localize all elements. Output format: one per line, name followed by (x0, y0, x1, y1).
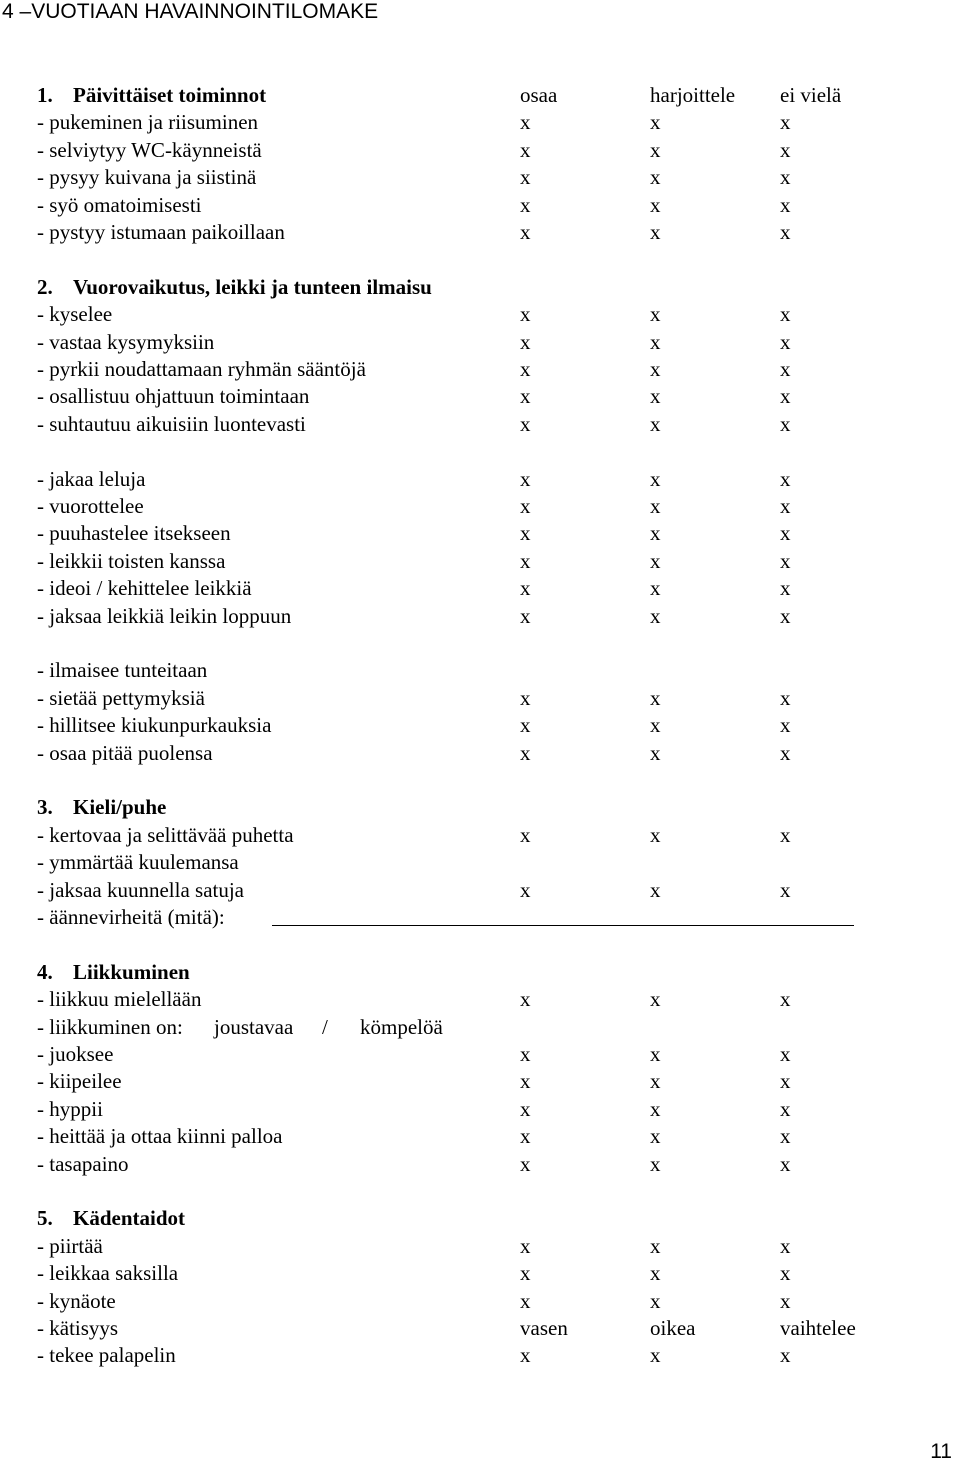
rating-mark: x (780, 110, 791, 134)
form-row (0, 137, 960, 165)
rating-mark: x (650, 1343, 661, 1367)
item-label: - pukeminen ja riisuminen (37, 110, 259, 134)
rating-mark: x (650, 713, 661, 737)
rating-mark: x (780, 987, 791, 1011)
rating-mark: x (650, 1097, 661, 1121)
rating-mark: x (520, 1124, 531, 1148)
rating-mark: x (650, 1261, 661, 1285)
blank-answer-line (272, 925, 854, 926)
section-title (37, 794, 166, 820)
rating-mark: x (780, 1152, 791, 1176)
inline-option: kömpelöä (360, 1015, 443, 1039)
rating-mark: x (780, 1069, 791, 1093)
item-label: - kätisyys (37, 1316, 119, 1340)
rating-mark: x (650, 823, 661, 847)
item-label: - syö omatoimisesti (37, 193, 202, 217)
rating-mark: x (520, 521, 531, 545)
form-row (0, 849, 960, 877)
rating-mark: x (780, 549, 791, 573)
rating-mark: x (520, 686, 531, 710)
item-label: - hyppii (37, 1097, 103, 1121)
rating-mark: x (520, 110, 531, 134)
form-row (0, 520, 960, 548)
form-row (0, 466, 960, 494)
rating-mark: x (650, 357, 661, 381)
form-row (0, 603, 960, 631)
form-row (0, 657, 960, 685)
item-label: - äännevirheitä (mitä): (37, 905, 225, 929)
form-row (0, 1096, 960, 1124)
item-label: - heittää ja ottaa kiinni palloa (37, 1124, 283, 1148)
section-number: 2. (37, 275, 53, 299)
rating-mark: x (780, 302, 791, 326)
form-row (0, 740, 960, 768)
rating-mark: x (650, 1234, 661, 1258)
section-heading (0, 1205, 960, 1233)
rating-mark: x (520, 1097, 531, 1121)
rating-mark: x (780, 1097, 791, 1121)
rating-mark: x (650, 549, 661, 573)
rating-mark: x (780, 713, 791, 737)
column-header: harjoittele (650, 83, 736, 107)
section-title-text: Kieli/puhe (73, 795, 167, 819)
page-number: 11 (930, 1440, 952, 1463)
form-row (0, 1068, 960, 1096)
section-heading (0, 82, 960, 110)
inline-option: joustavaa (214, 1015, 294, 1039)
rating-mark: x (520, 384, 531, 408)
section-title-text: Vuorovaikutus, leikki ja tunteen ilmaisu (73, 275, 432, 299)
rating-mark: x (520, 741, 531, 765)
item-label: - jaksaa kuunnella satuja (37, 878, 245, 902)
rating-mark: x (780, 193, 791, 217)
rating-mark: x (520, 1343, 531, 1367)
document-title: 4 –VUOTIAAN HAVAINNOINTILOMAKE (2, 0, 379, 23)
item-label: - ideoi / kehittelee leikkiä (37, 576, 252, 600)
form-row (0, 192, 960, 220)
rating-mark: x (650, 467, 661, 491)
item-label: - vuorottelee (37, 494, 144, 518)
rating-mark: x (780, 412, 791, 436)
rating-mark: x (780, 1343, 791, 1367)
rating-mark: x (650, 878, 661, 902)
rating-mark: x (780, 1234, 791, 1258)
item-label: - kyselee (37, 302, 113, 326)
rating-mark: vaihtelee (780, 1316, 856, 1340)
rating-mark: x (650, 576, 661, 600)
rating-mark: x (650, 521, 661, 545)
item-label: - ilmaisee tunteitaan (37, 658, 208, 682)
section-title (37, 1205, 185, 1231)
item-label: - suhtautuu aikuisiin luontevasti (37, 412, 306, 436)
form-row (0, 822, 960, 850)
item-label: - leikkaa saksilla (37, 1261, 179, 1285)
rating-mark: x (650, 604, 661, 628)
column-header: ei vielä (780, 83, 842, 107)
form-row (0, 219, 960, 247)
rating-mark: x (780, 138, 791, 162)
item-label: - puuhastelee itsekseen (37, 521, 231, 545)
rating-mark: x (780, 330, 791, 354)
item-label: - sietää pettymyksiä (37, 686, 205, 710)
rating-mark: x (780, 823, 791, 847)
rating-mark: x (780, 467, 791, 491)
item-label: - selviytyy WC-käynneistä (37, 138, 262, 162)
item-label: - osallistuu ohjattuun toimintaan (37, 384, 310, 408)
section-number: 4. (37, 960, 53, 984)
item-label: - hillitsee kiukunpurkauksia (37, 713, 272, 737)
item-label: - pysyy kuivana ja siistinä (37, 165, 257, 189)
rating-mark: x (520, 823, 531, 847)
form-row (0, 1014, 960, 1042)
rating-mark: x (520, 1261, 531, 1285)
rating-mark: x (780, 1261, 791, 1285)
section-heading (0, 959, 960, 987)
form-row (0, 685, 960, 713)
rating-mark: x (520, 549, 531, 573)
item-label: - liikkuminen on: (37, 1015, 183, 1039)
section-number: 1. (37, 83, 53, 107)
rating-mark: x (650, 987, 661, 1011)
rating-mark: x (520, 1042, 531, 1066)
rating-mark: oikea (650, 1316, 696, 1340)
form-row (0, 712, 960, 740)
item-label: - pystyy istumaan paikoillaan (37, 220, 285, 244)
rating-mark: x (780, 604, 791, 628)
rating-mark: x (650, 1042, 661, 1066)
item-label: - kynäote (37, 1289, 116, 1313)
item-label: - jaksaa leikkiä leikin loppuun (37, 604, 292, 628)
form-row (0, 164, 960, 192)
item-label: - leikkii toisten kanssa (37, 549, 226, 573)
form-row (0, 1315, 960, 1343)
rating-mark: x (780, 878, 791, 902)
rating-mark: x (650, 110, 661, 134)
rating-mark: x (520, 987, 531, 1011)
rating-mark: x (780, 220, 791, 244)
rating-mark: x (650, 686, 661, 710)
rating-mark: x (520, 357, 531, 381)
item-label: - kiipeilee (37, 1069, 122, 1093)
rating-mark: x (780, 165, 791, 189)
rating-mark: x (520, 412, 531, 436)
rating-mark: x (520, 193, 531, 217)
section-title-text: Päivittäiset toiminnot (73, 83, 267, 107)
item-label: - osaa pitää puolensa (37, 741, 213, 765)
rating-mark: x (520, 1152, 531, 1176)
item-label: - jakaa leluja (37, 467, 146, 491)
section-heading (0, 274, 960, 302)
rating-mark: x (520, 494, 531, 518)
rating-mark: x (780, 686, 791, 710)
rating-mark: x (520, 138, 531, 162)
rating-mark: x (520, 576, 531, 600)
rating-mark: x (780, 741, 791, 765)
rating-mark: x (520, 1234, 531, 1258)
section-number: 3. (37, 795, 53, 819)
form-row (0, 1342, 960, 1370)
form-row (0, 1123, 960, 1151)
rating-mark: x (650, 330, 661, 354)
rating-mark: x (650, 138, 661, 162)
rating-mark: x (650, 165, 661, 189)
rating-mark: x (520, 1289, 531, 1313)
rating-mark: x (520, 604, 531, 628)
rating-mark: x (520, 1069, 531, 1093)
rating-mark: x (650, 193, 661, 217)
section-title (37, 82, 266, 108)
form-row (0, 383, 960, 411)
item-label: - piirtää (37, 1234, 103, 1258)
section-title-text: Liikkuminen (73, 960, 190, 984)
item-label: - pyrkii noudattamaan ryhmän sääntöjä (37, 357, 366, 381)
form-row (0, 301, 960, 329)
item-label: - ymmärtää kuulemansa (37, 850, 239, 874)
rating-mark: x (780, 1124, 791, 1148)
inline-option: / (322, 1015, 328, 1039)
form-row (0, 575, 960, 603)
rating-mark: x (780, 1289, 791, 1313)
form-row (0, 877, 960, 905)
item-label: - vastaa kysymyksiin (37, 330, 215, 354)
section-title (37, 274, 432, 300)
rating-mark: x (650, 220, 661, 244)
item-label: - juoksee (37, 1042, 114, 1066)
rating-mark: x (520, 467, 531, 491)
rating-mark: x (650, 1069, 661, 1093)
rating-mark: x (780, 521, 791, 545)
rating-mark: x (520, 878, 531, 902)
form-row (0, 904, 960, 932)
form-row (0, 411, 960, 439)
form-row (0, 1151, 960, 1179)
rating-mark: x (780, 494, 791, 518)
section-heading (0, 794, 960, 822)
item-label: - tasapaino (37, 1152, 129, 1176)
rating-mark: x (520, 165, 531, 189)
rating-mark: x (650, 302, 661, 326)
rating-mark: x (520, 302, 531, 326)
rating-mark: x (650, 1289, 661, 1313)
form-row (0, 986, 960, 1014)
rating-mark: x (650, 412, 661, 436)
rating-mark: x (780, 576, 791, 600)
section-title (37, 959, 190, 985)
rating-mark: x (650, 1124, 661, 1148)
rating-mark: x (650, 1152, 661, 1176)
form-row (0, 1041, 960, 1069)
rating-mark: x (650, 494, 661, 518)
rating-mark: x (520, 330, 531, 354)
rating-mark: x (650, 741, 661, 765)
form-row (0, 548, 960, 576)
item-label: - kertovaa ja selittävää puhetta (37, 823, 294, 847)
form-row (0, 109, 960, 137)
form-row (0, 1233, 960, 1261)
form-row (0, 356, 960, 384)
rating-mark: x (520, 220, 531, 244)
form-row (0, 329, 960, 357)
rating-mark: x (780, 384, 791, 408)
rating-mark: x (780, 1042, 791, 1066)
section-title-text: Kädentaidot (73, 1206, 186, 1230)
section-number: 5. (37, 1206, 53, 1230)
column-header: osaa (520, 83, 558, 107)
form-row (0, 493, 960, 521)
item-label: - liikkuu mielellään (37, 987, 202, 1011)
rating-mark: x (780, 357, 791, 381)
rating-mark: x (650, 384, 661, 408)
form-row (0, 1288, 960, 1316)
form-row (0, 1260, 960, 1288)
rating-mark: x (520, 713, 531, 737)
item-label: - tekee palapelin (37, 1343, 176, 1367)
rating-mark: vasen (520, 1316, 568, 1340)
